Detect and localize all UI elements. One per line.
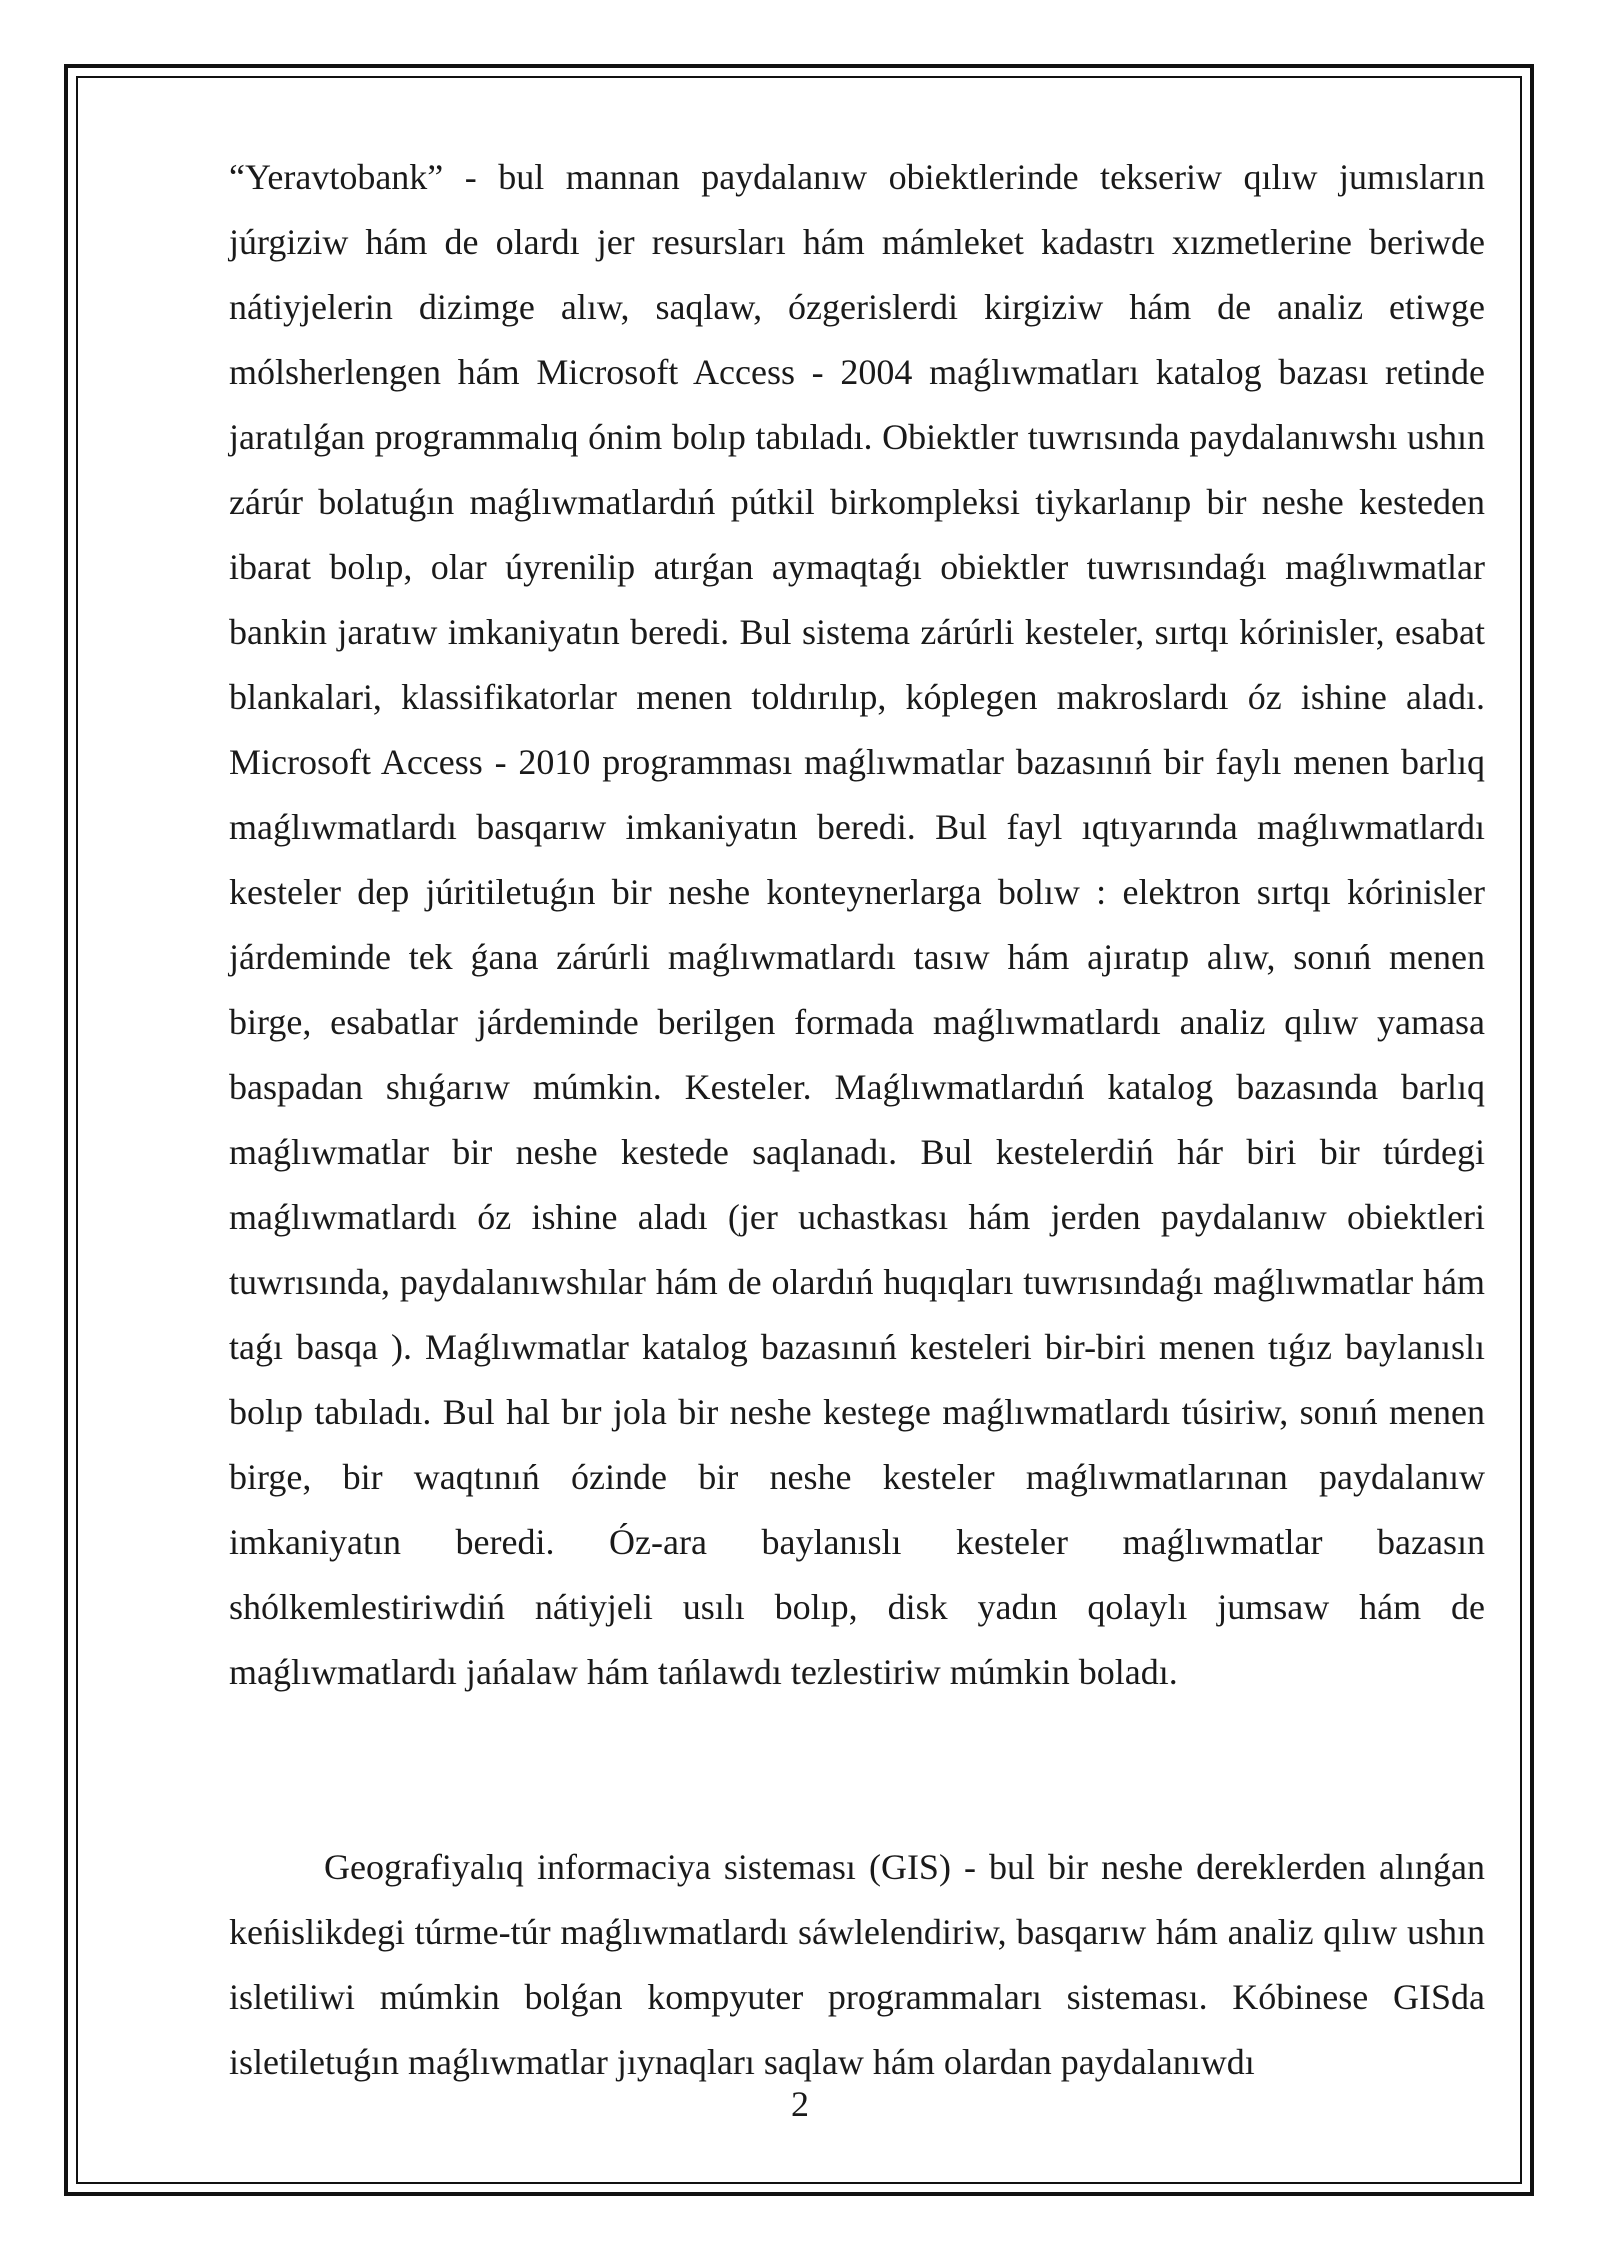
document-body bbox=[229, 145, 1485, 2095]
paragraph-gis: Geografiyalıq informaciya sisteması (GIS) - bul bir neshe dereklerden alınǵan keńislikdegi túrme-túr maǵlıwmatlardı sáwlelendiriw, basqarıw hám analiz qılıw ushın isletiliwi múmkin bolǵan kompyuter programmaları sisteması. Kóbinese GISda isletiletuǵın maǵlıwmatlar jıynaqları saqlaw hám olardan paydalanıwdı bbox=[229, 1847, 1485, 2082]
page-number: 2 bbox=[791, 2084, 809, 2124]
paragraph-spacer bbox=[229, 1705, 1485, 1835]
paragraph-yeravtobank: “Yeravtobank” - bul mannan paydalanıw obiektlerinde tekseriw qılıw jumısların júrgiziw hám de olardı jer resursları hám mámleket kadastrı xızmetlerine beriwde nátiyjelerin dizimge alıw, saqlaw, ózgerislerdi kirgiziw hám de analiz etiwge mólsherlengen hám Microsoft Access - 2004 maǵlıwmatları katalog bazası retinde jaratılǵan programmalıq ónim bolıp tabıladı. Obiektler tuwrısında paydalanıwshı ushın zárúr bolatuǵın maǵlıwmatlardıń pútkil birkompleksi tiykarlanıp bir neshe kesteden ibarat bolıp, olar úyrenilip atırǵan aymaqtaǵı obiektler tuwrısındaǵı maǵlıwmatlar bankin jaratıw imkaniyatın beredi. Bul sistema zárúrli kesteler, sırtqı kórinisler, esabat blankalari, klassifikatorlar menen toldırılıp, kóplegen makroslardı óz ishine aladı. Microsoft Access - 2010 programması maǵlıwmatlar bazasınıń bir faylı menen barlıq maǵlıwmatlardı basqarıw imkaniyatın beredi. Bul fayl ıqtıyarında maǵlıwmatlardı kesteler dep júritiletuǵın bir neshe konteynerlarga bolıw : elektron sırtqı kórinisler járdeminde tek ǵana zárúrli maǵlıwmatlardı tasıw hám ajıratıp alıw, sonıń menen birge, esabatlar járdeminde berilgen formada maǵlıwmatlardı analiz qılıw yamasa baspadan shıǵarıw múmkin. Kesteler. Maǵlıwmatlardıń katalog bazasında barlıq maǵlıwmatlar bir neshe kestede saqlanadı. Bul kestelerdiń hár biri bir túrdegi maǵlıwmatlardı óz ishine aladı (jer uchastkası hám jerden paydalanıw obiektleri tuwrısında, paydalanıwshılar hám de olardıń huqıqları tuwrısındaǵı maǵlıwmatlar hám taǵı basqa ). Maǵlıwmatlar katalog bazasınıń kesteleri bir-biri menen tıǵız baylanıslı bolıp tabıladı. Bul hal bır jola bir neshe kestege maǵlıwmatlardı túsiriw, sonıń menen birge, bir waqtınıń ózinde bir neshe kesteler maǵlıwmatlarınan paydalanıw imkaniyatın beredi. Óz-ara baylanıslı kesteler maǵlıwmatlar bazasın shólkemlestiriwdiń nátiyjeli usılı bolıp, disk yadın qolaylı jumsaw hám de maǵlıwmatlardı jańalaw hám tańlawdı tezlestiriw múmkin boladı. bbox=[229, 157, 1485, 1692]
